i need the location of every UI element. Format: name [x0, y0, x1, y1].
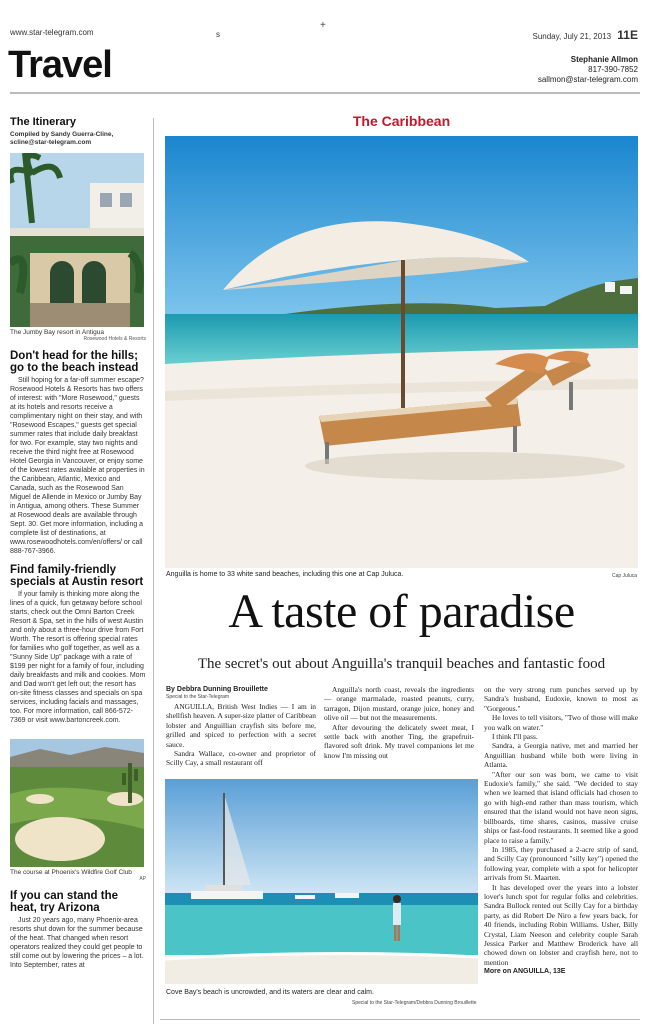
story-column-3	[484, 685, 638, 1010]
jump-line[interactable]: More on ANGUILLA, 13E	[484, 968, 566, 976]
hero-caption: Anguilla is home to 33 white sand beaches, including this one at Cap Juluca.	[166, 571, 404, 578]
paragraph: After devouring the delicately sweet meat, I settle back with another Ting, the grapefruit-flavored soft drink. My travel companions let me know I'm missing out	[324, 722, 474, 760]
registration-mark: +	[320, 20, 326, 31]
story-column-1	[166, 702, 316, 768]
item-headline: Find family-friendly specials at Austin resort	[10, 564, 144, 588]
hero-photo	[165, 136, 638, 568]
paragraph: In 1985, they purchased a 2-acre strip of sand, and Scilly Cay (pronounced "silly key") opened the following year, complete with a spot for helicopter arrivals from St. Maarten.	[484, 844, 638, 883]
golf-course-photo	[10, 739, 144, 867]
itinerary-sidebar	[10, 100, 146, 1024]
paragraph: I think I'll pass.	[492, 732, 538, 742]
golf-image	[10, 739, 144, 867]
resort-image	[10, 153, 144, 327]
page-bottom-rule	[160, 1019, 640, 1020]
photo-credit: AP	[139, 876, 146, 882]
editor-contact	[538, 55, 638, 85]
hero-credit: Cap Juluca	[611, 573, 637, 579]
site-url[interactable]: www.star-telegram.com	[10, 28, 94, 37]
paragraph: He loves to tell visitors, "Two of those will make you walk on water."	[484, 713, 638, 732]
item-headline: If you can stand the heat, try Arizona	[10, 890, 118, 914]
paragraph: Sandra Wallace, co-owner and proprietor of Scilly Cay, a small restaurant off	[166, 749, 316, 768]
paragraph: "After our son was born, we came to visit Eudoxie's family," she said. "We decided to stay when we learned that island officials had chosen to go with high-end rather than mass tourism, which ensured that the island would not have neon signs, billboards, time shares, casinos, massive cruise ships or fast-food restaurants. It seemed like a good place to raise a family."	[484, 769, 638, 845]
sidebar-title: The Itinerary	[10, 116, 77, 128]
beach-umbrella-image	[165, 136, 638, 568]
paragraph: on the very strong rum punches served up by Sandra's husband, Eudoxie, known to most as "Gorgeous."	[484, 685, 638, 713]
story-column-2	[324, 685, 474, 760]
byline-affiliation: Special to the Star-Telegram	[166, 694, 230, 700]
photo-caption: Cove Bay's beach is uncrowded, and its waters are clear and calm.	[166, 989, 374, 996]
paragraph: ANGUILLA, British West Indies — I am in shellfish heaven. A super-size platter of Caribbean lobster and Anguillian crayfish sits before me, grilled and spiced to perfection with a secret sauce.	[166, 702, 316, 749]
sidebar-credit-email[interactable]: scline@star-telegram.com	[10, 139, 92, 146]
photo-caption: The course at Phoenix's Wildfire Golf Club	[10, 869, 132, 876]
sidebar-credit-name: Compiled by Sandy Guerra-Cline,	[10, 131, 114, 138]
item-body: Just 20 years ago, many Phoenix-area resorts shut down for the summer because of the heat. That changed when resort operators realized they could get people to still come out by lowering the prices – a lot. Into September, rates at	[10, 917, 144, 969]
story-headline: A taste of paradise	[228, 585, 575, 638]
item-headline: Don't head for the hills; go to the beach instead	[10, 350, 139, 374]
editor-name: Stephanie Allmon	[570, 55, 638, 64]
photo-credit: Rosewood Hotels & Resorts	[83, 336, 146, 342]
editor-phone: 817-390-7852	[588, 65, 638, 74]
jumby-bay-photo	[10, 153, 144, 327]
cove-bay-photo	[165, 779, 478, 984]
edition-mark: s	[216, 30, 220, 39]
section-title: Travel	[8, 44, 112, 86]
story-subhead: The secret's out about Anguilla's tranquil beaches and fantastic food	[197, 656, 606, 672]
masthead-divider	[10, 92, 640, 94]
item-body: If your family is thinking more along the lines of a quick, fun getaway before school starts, check out the Omni Barton Creek Resort & Spa, set in the hills of west Austin and only about a three-hour drive from Fort Worth. The resort is offering special rates for families who golf together, as well as a "Sunny Side Up" package with a rate of $199 per night for a family of four, including daily breakfasts and milk and cookies. Mom and Dad won't get left out; the resort has on-site fitness classes and specials on spa services, including facials and massages, too. For more information, call 866-572-7369 or visit www.bartoncreek.com.	[10, 591, 146, 724]
editor-email[interactable]: sallmon@star-telegram.com	[537, 75, 638, 84]
paragraph: It has developed over the years into a lobster lover's lunch spot for regular folks and celebrities. Sandra Bullock rented out Scilly Cay for a birthday party, as did Robert De Niro a few years back, for 40 friends, including Robin Williams. Usher, Billy Crystal, Liam Neeson and celebrity couple Sarah Jessica Parker and Matthew Broderick have all chowed down on lobster and crayfish here, not to mention	[484, 882, 638, 967]
page-number: 11E	[617, 28, 638, 42]
byline: By Debbra Dunning Brouillette	[166, 686, 268, 693]
photo-caption: The Jumby Bay resort in Antigua	[10, 329, 104, 336]
paragraph: Anguilla's north coast, reveals the ingredients — orange marmalade, roasted peanuts, curry, tarragon, Dijon mustard, orange juice, honey and olive oil — but not the measurements.	[324, 685, 474, 723]
sidebar-credit	[10, 131, 146, 147]
catamaran-beach-image	[165, 779, 478, 984]
photo-credit: Special to the Star-Telegram/Debbra Dunning Brouillette	[352, 1000, 477, 1006]
issue-date: Sunday, July 21, 2013	[532, 32, 612, 41]
column-divider	[153, 118, 154, 1024]
paragraph: Sandra, a Georgia native, met and married her Anguillian husband while both were living in Atlanta.	[484, 741, 638, 770]
story-kicker: The Caribbean	[352, 113, 451, 129]
item-body: Still hoping for a far-off summer escape? Rosewood Hotels & Resorts has two offers of interest: with "More Rosewood," guests at its hotels and resorts receive a complimentary night on their stay, and with "Rosewood Escapes," guests get special summer rates that include daily breakfast for two. For example, stay two nights and receive the third night free at Rosewood Hotel Georgia in Vancouver, or enjoy some of the lowest rates available at properties in the Caribbean, Atlantic, Mexico and Canada, such as the Rosewood San Miguel de Allende in Mexico or Jumby Bay in Antigua, among others. These Summer at Rosewood deals are available through Sept. 30. Get more information, including a complete list of destinations, at www.rosewoodhotels.com/en/offers/ or call 888-767-3966.	[10, 377, 145, 555]
dateline	[532, 28, 638, 42]
